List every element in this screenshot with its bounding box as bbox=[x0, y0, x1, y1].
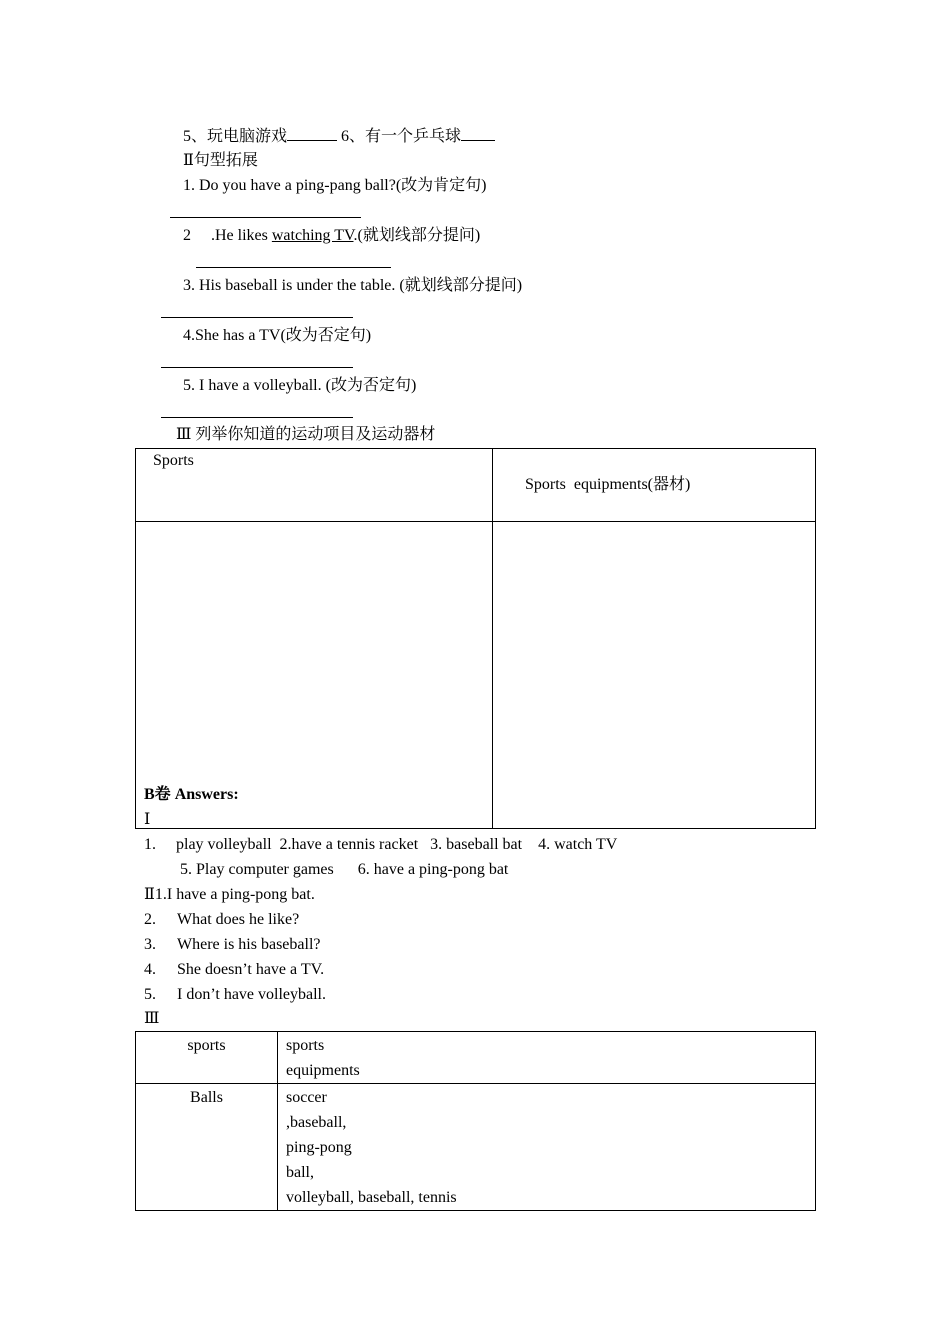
part2-item-2-underlined: watching TV bbox=[271, 227, 354, 244]
answer-line-1 bbox=[170, 217, 361, 218]
answers-part1-numeral: Ⅰ bbox=[144, 811, 151, 828]
part2-item-2-pre: .He likes bbox=[211, 227, 272, 244]
part2-item-1: 1. Do you have a ping-pang ball?(改为肯定句) bbox=[183, 177, 487, 194]
answers-part2-item: 5. I don’t have volleyball. bbox=[144, 986, 326, 1003]
q5-text: 5、玩电脑游戏 bbox=[183, 128, 288, 145]
q6-blank bbox=[461, 126, 495, 141]
answers-header-equipments: sports equipments bbox=[278, 1032, 816, 1084]
answers-part2-item: 2. What does he like? bbox=[144, 911, 300, 928]
q5-blank bbox=[287, 126, 337, 141]
answers-part1-line2: 5. Play computer games 6. have a ping-pong bat bbox=[180, 861, 509, 878]
sports-answer-cell[interactable] bbox=[136, 522, 493, 829]
answers-part1-line1: 1. play volleyball 2.have a tennis racket 3. baseball bat 4. watch TV bbox=[144, 836, 618, 853]
answers-row-equipments: soccer ,baseball, ping-pong ball, volleyball, baseball, tennis bbox=[278, 1084, 816, 1211]
part2-item-2-num: 2 bbox=[183, 227, 191, 244]
answer-line-5 bbox=[161, 417, 353, 418]
answer-line-2 bbox=[196, 267, 391, 268]
answers-table bbox=[135, 1031, 816, 1211]
part2-item-5: 5. I have a volleyball. (改为否定句) bbox=[183, 377, 417, 394]
part2-heading: Ⅱ句型拓展 bbox=[183, 152, 258, 169]
answers-part2-item: 4. She doesn’t have a TV. bbox=[144, 961, 325, 978]
answers-part2-first: Ⅱ1.I have a ping-pong bat. bbox=[144, 886, 315, 903]
part2-item-4: 4.She has a TV(改为否定句) bbox=[183, 327, 372, 344]
answer-line-3 bbox=[161, 317, 353, 318]
part2-item-2-post: .(就划线部分提问) bbox=[353, 227, 481, 244]
equipments-answer-cell[interactable] bbox=[493, 522, 816, 829]
answers-heading: B卷 Answers: bbox=[144, 786, 239, 803]
equipments-header: Sports equipments(器材) bbox=[493, 449, 816, 522]
answers-header-sports: sports bbox=[136, 1032, 278, 1084]
part2-item-2 bbox=[183, 226, 480, 246]
answers-row-balls: Balls bbox=[136, 1084, 278, 1211]
answers-part3-numeral: Ⅲ bbox=[144, 1010, 160, 1027]
answers-part2-item: 3. Where is his baseball? bbox=[144, 936, 321, 953]
sports-table bbox=[135, 448, 816, 829]
sports-header: Sports bbox=[136, 449, 493, 522]
part3-heading: Ⅲ 列举你知道的运动项目及运动器材 bbox=[176, 426, 436, 443]
answer-line-4 bbox=[161, 367, 353, 368]
q6-text: 6、有一个乒乓球 bbox=[341, 128, 462, 145]
part2-item-3: 3. His baseball is under the table. (就划线部分提问) bbox=[183, 277, 523, 294]
q5-q6-line bbox=[183, 126, 495, 147]
